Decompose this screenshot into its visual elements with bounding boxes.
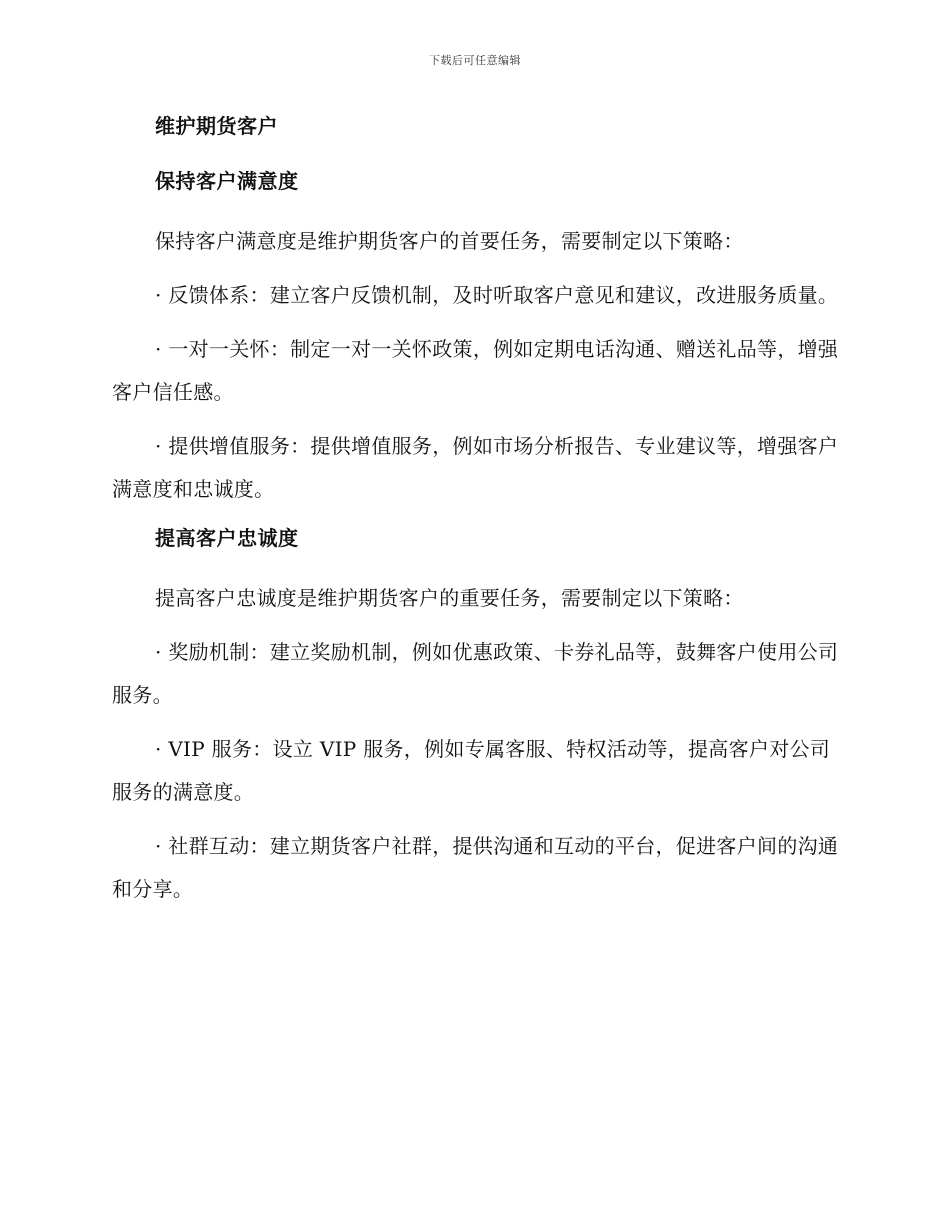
document-title: 维护期货客户 [155,114,278,138]
bullet-item: · 一对一关怀：制定一对一关怀政策，例如定期电话沟通、赠送礼品等，增强客户信任感。 [112,337,839,404]
bullet-item: · VIP 服务：设立 VIP 服务，例如专属客服、特权活动等，提高客户对公司服务的满意度。 [112,737,831,804]
section-heading-loyalty: 提高客户忠诚度 [155,526,299,550]
section-intro-loyalty: 提高客户忠诚度是维护期货客户的重要任务，需要制定以下策略： [155,586,744,610]
bullet-item: · 奖励机制：建立奖励机制，例如优惠政策、卡券礼品等，鼓舞客户使用公司服务。 [112,640,839,707]
section-heading-satisfaction: 保持客户满意度 [155,169,299,193]
document-body [112,110,840,922]
bullet-item: · 反馈体系：建立客户反馈机制，及时听取客户意见和建议，改进服务质量。 [155,283,839,307]
bullet-item: · 提供增值服务：提供增值服务，例如市场分析报告、专业建议等，增强客户满意度和忠诚度。 [112,434,839,501]
section-intro-satisfaction: 保持客户满意度是维护期货客户的首要任务，需要制定以下策略： [155,229,744,253]
bullet-item: · 社群互动：建立期货客户社群，提供沟通和互动的平台，促进客户间的沟通和分享。 [112,834,839,901]
page-header: 下载后可任意编辑 [429,54,521,67]
